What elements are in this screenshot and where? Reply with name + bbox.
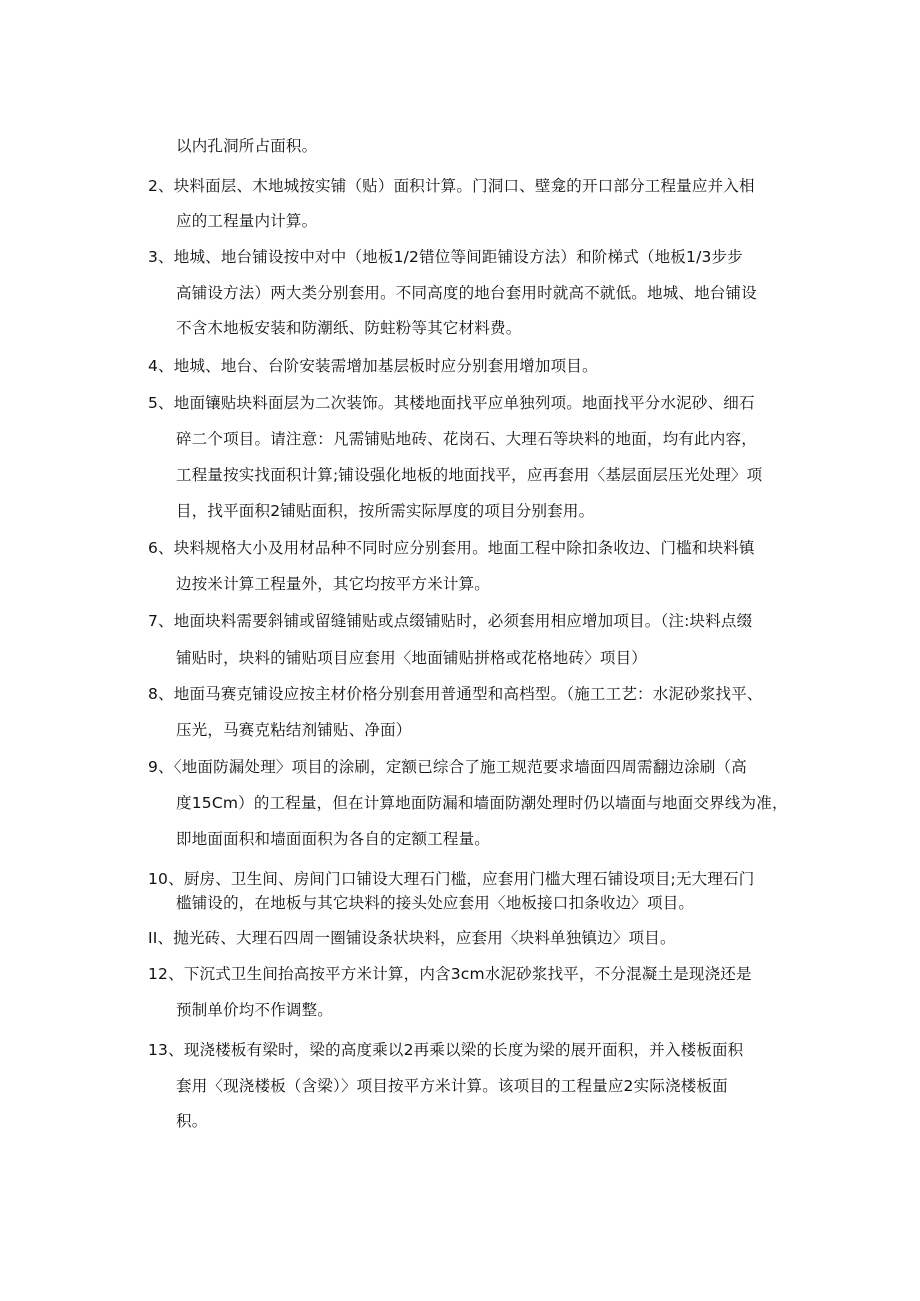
item-7-line-1: 7、地面块料需要斜铺或留缝铺贴或点缀铺贴时，必须套用相应增加项目。（注:块料点缀: [148, 612, 753, 630]
item-7-line-2: 铺贴时，块料的铺贴项目应套用〈地面铺贴拼格或花格地砖〉项目）: [176, 649, 648, 667]
item-3-line-2: 高铺设方法）两大类分别套用。不同高度的地台套用时就高不就低。地城、地台铺设: [176, 284, 757, 302]
item-10-line-1: 10、厨房、卫生间、房间门口铺设大理石门槛，应套用门槛大理石铺设项目;无大理石门: [148, 870, 755, 888]
item-9-line-1: 9、〈地面防漏处理〉项目的涂刷，定额已综合了施工规范要求墙面四周需翻边涂刷（高: [148, 758, 747, 776]
item-9-line-2: 度15Cm）的工程量，但在计算地面防漏和墙面防潮处理时仍以墙面与地面交界线为准，: [176, 794, 788, 812]
item-11-line-1: II、抛光砖、大理石四周一圈铺设条状块料，应套用〈块料单独镇边〉项目。: [148, 929, 676, 947]
item-6-line-2: 边按米计算工程量外，其它均按平方米计算。: [176, 575, 491, 593]
item-5-line-4: 目，找平面积2铺贴面积，按所需实际厚度的项目分别套用。: [176, 502, 595, 520]
item-13-line-1: 13、现浇楼板有梁时，梁的高度乘以2再乘以梁的长度为梁的展开面积，并入楼板面积: [148, 1041, 744, 1059]
item-3-line-1: 3、地城、地台铺设按中对中（地板1/2错位等间距铺设方法）和阶梯式（地板1/3步步: [148, 248, 743, 266]
item-13-line-2: 套用〈现浇楼板（含梁）〉项目按平方米计算。该项目的工程量应2实际浇楼板面: [176, 1077, 728, 1095]
item-6-line-1: 6、块料规格大小及用材品种不同时应分别套用。地面工程中除扣条收边、门槛和块料镇: [148, 539, 755, 557]
item-13-line-3: 积。: [176, 1112, 208, 1130]
item-5-line-3: 工程量按实找面积计算;铺设强化地板的地面找平，应再套用〈基层面层压光处理〉项: [176, 466, 763, 484]
item-12-line-1: 12、下沉式卫生间抬高按平方米计算，内含3cm水泥砂浆找平，不分混凝土是现浇还是: [148, 965, 752, 983]
item-8-line-2: 压光，马赛克粘结剂铺贴、净面）: [176, 721, 412, 739]
item-2-line-1: 2、块料面层、木地城按实铺（贴）面积计算。门洞口、壁龛的开口部分工程量应并入相: [148, 177, 755, 195]
item-10-line-2: 槛铺设的，在地板与其它块料的接头处应套用〈地板接口扣条收边〉项目。: [176, 894, 695, 912]
item-2-line-2: 应的工程量内计算。: [176, 212, 318, 230]
item-12-line-2: 预制单价均不作调整。: [176, 1001, 334, 1019]
text-line: 以内孔洞所占面积。: [176, 137, 318, 155]
item-5-line-2: 碎二个项目。请注意：凡需铺贴地砖、花岗石、大理石等块料的地面，均有此内容，: [176, 430, 757, 448]
item-4-line-1: 4、地城、地台、台阶安装需增加基层板时应分别套用增加项目。: [148, 357, 598, 375]
item-3-line-3: 不含木地板安装和防潮纸、防蛀粉等其它材料费。: [176, 319, 522, 337]
item-8-line-1: 8、地面马赛克铺设应按主材价格分别套用普通型和高档型。（施工工艺：水泥砂浆找平、: [148, 685, 763, 703]
item-9-line-3: 即地面面积和墙面面积为各自的定额工程量。: [176, 830, 491, 848]
item-5-line-1: 5、地面镶贴块料面层为二次装饰。其楼地面找平应单独列项。地面找平分水泥砂、细石: [148, 394, 755, 412]
